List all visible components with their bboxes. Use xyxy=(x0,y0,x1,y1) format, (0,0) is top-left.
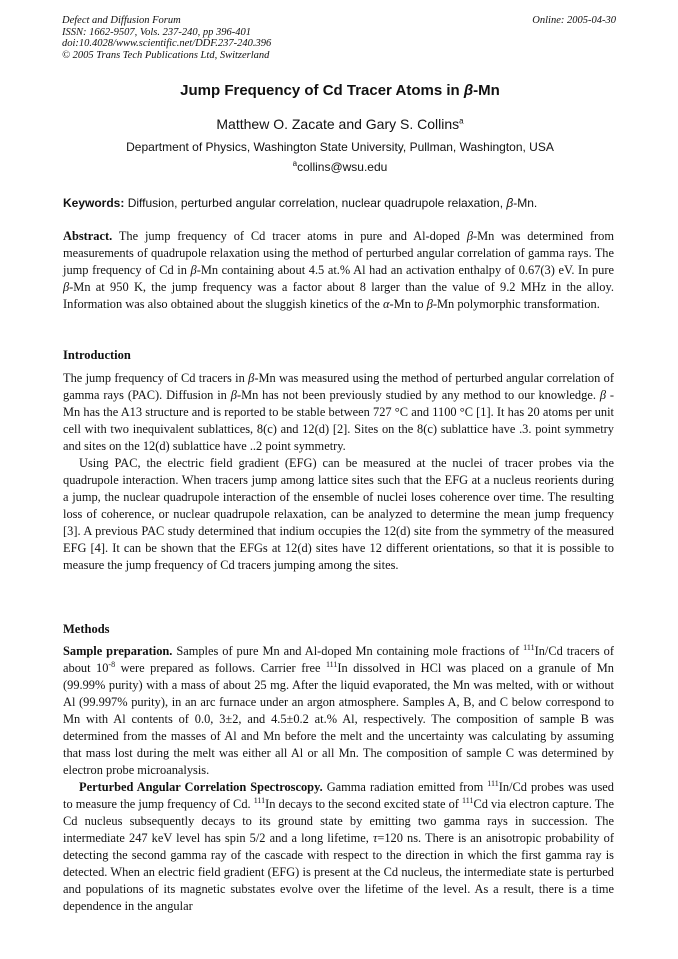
keywords-text: Diffusion, perturbed angular correlation, nuclear quadrupole relaxation, xyxy=(124,196,507,210)
tau-symbol: τ xyxy=(372,831,378,845)
intro-text-2: -Mn was measured using the method of perturbed angular correlation of gamma rays (PAC). Diffusion in xyxy=(63,371,614,402)
beta-symbol: β xyxy=(599,388,606,402)
isotope-superscript: 111 xyxy=(523,642,535,652)
pac-text-2: In/Cd probes was used to measure the jump frequency of Cd. xyxy=(63,780,614,811)
intro-text-3: -Mn has not been previously studied by any method to our knowledge. xyxy=(236,388,600,402)
journal-name: Defect and Diffusion Forum xyxy=(62,15,181,26)
methods-section xyxy=(63,643,614,915)
alpha-symbol: α xyxy=(383,297,390,311)
pac-text-4: Cd via electron capture. The Cd nucleus subsequently decays to its ground state by emitting two gamma rays in succession. The intermediate 247 keV level has spin 5/2 and a long lifetime, xyxy=(63,797,614,845)
abstract-text-3: -Mn containing about 4.5 at.% Al had an activation enthalpy of 0.67(3) eV. In pure xyxy=(196,263,614,277)
abstract xyxy=(63,228,614,313)
abstract-text-6: -Mn polymorphic transformation. xyxy=(432,297,600,311)
intro-paragraph-1 xyxy=(63,370,614,455)
title-prefix: Jump Frequency of Cd Tracer Atoms in xyxy=(180,82,464,99)
email-affil-mark: a xyxy=(292,159,298,168)
sp-text-3: were prepared as follows. Carrier free xyxy=(115,661,326,675)
section-heading-introduction: Introduction xyxy=(63,348,131,362)
title-suffix: -Mn xyxy=(473,82,500,99)
pac-label: Perturbed Angular Correlation Spectroscopy. xyxy=(79,780,323,794)
isotope-superscript: 111 xyxy=(462,795,474,805)
journal-issn: ISSN: 1662-9507, Vols. 237-240, pp 396-401 xyxy=(62,26,251,38)
beta-symbol: β xyxy=(426,297,433,311)
beta-symbol: β xyxy=(248,371,255,385)
intro-text-4: -Mn has the A13 structure and is reported to be stable between 727 °C and 1100 °C [1]. It has 20 atoms per unit cell with two inequivalent sublattices, 8(c) and 12(d) [2]. Sites on the 8(c) sublattice have .3. point symmetry and sites on the 12(d) sublattice have ..2 point symmetry. xyxy=(63,388,614,453)
journal-header xyxy=(62,15,618,61)
abstract-text-4: -Mn at 950 K, the jump frequency was a factor about 8 larger than the value of 9.2 MHz in the alloy. Information was also obtained about the sluggish kinetics of the xyxy=(63,280,614,311)
intro-text-1: The jump frequency of Cd tracers in xyxy=(63,371,249,385)
isotope-superscript: 111 xyxy=(325,659,338,669)
author-names: Matthew O. Zacate and Gary S. Collins xyxy=(216,116,460,132)
beta-symbol: β xyxy=(63,280,70,294)
affiliation: Department of Physics, Washington State University, Pullman, Washington, USA xyxy=(126,140,554,154)
abstract-text-2: -Mn was determined from measurements of quadrupole relaxation using the method of perturbed angular correlation of gamma rays. The jump frequency of Cd in xyxy=(63,229,614,277)
paper-title xyxy=(62,82,618,99)
keywords xyxy=(63,196,619,210)
abstract-text-1: The jump frequency of Cd tracer atoms in pure and Al-doped xyxy=(112,229,467,243)
exponent-superscript: -8 xyxy=(108,659,116,669)
title-beta-symbol: β xyxy=(463,82,474,99)
sample-preparation-label: Sample preparation. xyxy=(63,644,173,658)
pac-paragraph xyxy=(63,779,614,915)
intro-paragraph-2: Using PAC, the electric field gradient (EFG) can be measured at the nuclei of tracer probes via the quadrupole interaction. When tracers jump among lattice sites such that the EFG at a nucleus reorients during a jump, the nuclear quadrupole interaction of the ensemble of nuclei loses coherence over time. The resulting loss of coherence, or nuclear quadrupole relaxation, can be analyzed to determine the mean jump frequency [3]. A previous PAC study determined that indium occupies the 12(d) site from the symmetry of the measured EFG [4]. It can be shown that the EFGs at 12(d) sites have 12 different orientations, so that it is possible to measure the jump frequency of Cd tracers jumping among the sites. xyxy=(63,456,614,572)
isotope-superscript: 111 xyxy=(487,778,499,788)
keywords-tail: -Mn. xyxy=(513,196,538,210)
author-list xyxy=(62,116,618,132)
abstract-label: Abstract. xyxy=(63,229,113,243)
keywords-beta-symbol: β xyxy=(506,196,514,210)
abstract-text-5: -Mn to xyxy=(389,297,427,311)
email-address: collins@wsu.edu xyxy=(297,160,388,174)
keywords-label: Keywords: xyxy=(63,196,125,210)
journal-copyright: © 2005 Trans Tech Publications Ltd, Switzerland xyxy=(62,49,270,61)
pac-text-5: =120 ns. There is an anisotropic probability of detecting the second gamma ray of the cascade with respect to the direction in which the first gamma ray is detected. When an electric field gradient (EFG) is present at the Cd nucleus, the intermediate state is perturbed and populations of its magnetic substates evolve over the lifetime of the level. As a result, there is a time dependence in the angular xyxy=(63,831,614,913)
section-heading-methods: Methods xyxy=(63,622,110,636)
sp-text-1: Samples of pure Mn and Al-doped Mn containing mole fractions of xyxy=(172,644,524,658)
beta-symbol: β xyxy=(230,388,237,402)
author-affil-mark: a xyxy=(459,116,464,126)
sp-text-4: In dissolved in HCl was placed on a granule of Mn (99.99% purity) with a mass of about 25 mg. After the liquid evaporated, the Mn was melted, with or without Al (99.997% purity), in an arc furnace under an argon atmosphere. Samples A, B, and C below correspond to Mn with Al contents of 0.0, 3±2, and 4.5±0.2 at.% Al, respectively. The composition of sample B was determined from the masses of Al and Mn before the melt and the uncertainty was calculating by assuming that mass lost during the melt was either all Al or all Mn. The composition of sample C was determined by electron probe microanalysis. xyxy=(63,661,614,777)
pac-text-3: In decays to the second excited state of xyxy=(265,797,463,811)
sp-text-2: In/Cd tracers of about 10 xyxy=(63,644,614,675)
abstract-paragraph xyxy=(63,228,614,313)
sample-preparation-paragraph xyxy=(63,643,614,779)
beta-symbol: β xyxy=(190,263,197,277)
author-email xyxy=(62,160,618,174)
pac-text-1: Gamma radiation emitted from xyxy=(322,780,488,794)
isotope-superscript: 111 xyxy=(253,795,266,805)
beta-symbol: β xyxy=(466,229,473,243)
online-date: Online: 2005-04-30 xyxy=(532,15,616,26)
introduction-section xyxy=(63,370,614,574)
journal-doi: doi:10.4028/www.scientific.net/DDF.237-240.396 xyxy=(62,38,272,50)
